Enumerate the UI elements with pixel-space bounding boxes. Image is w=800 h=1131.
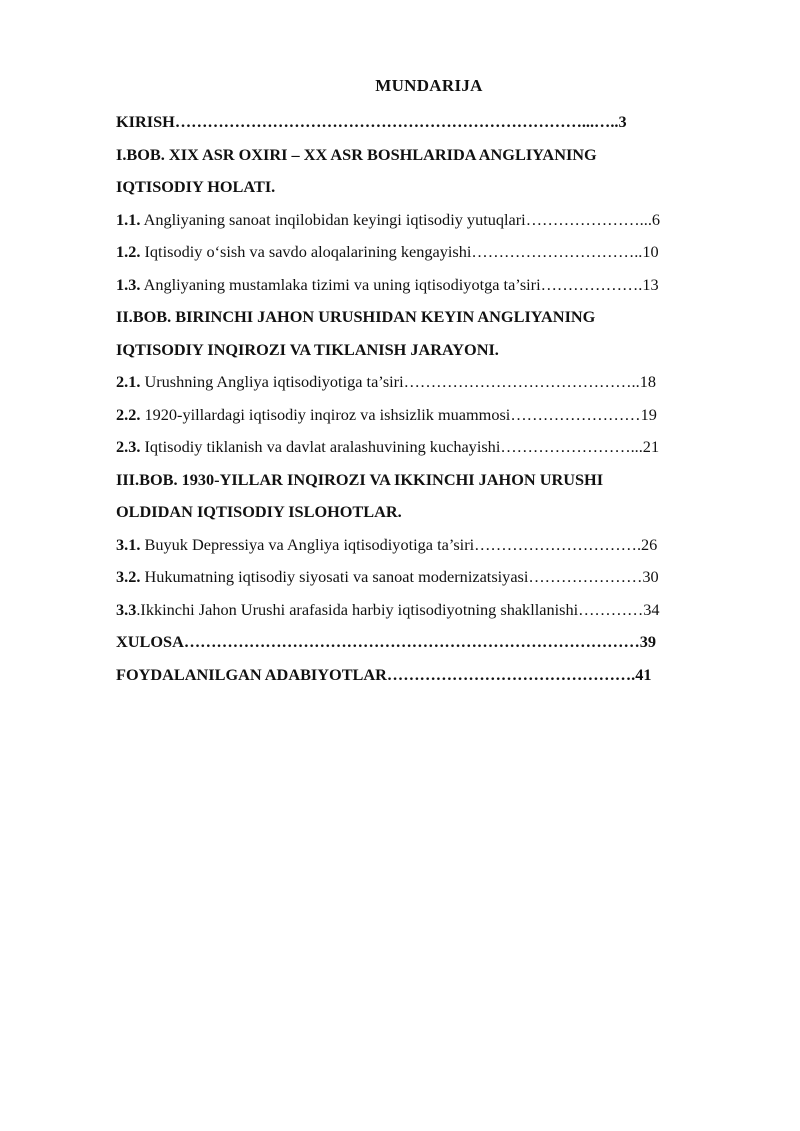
toc-entry-2-2: [116, 399, 742, 432]
toc-chapter-3-heading-line1: III.BOB. 1930-YILLAR INQIROZI VA IKKINCHI JAHON URUSHI: [116, 469, 604, 489]
toc-entry-text: Buyuk Depressiya va Angliya iqtisodiyotiga ta’siri………………………….26: [140, 534, 658, 554]
toc-entry-number: 3.3: [116, 599, 137, 619]
toc-entry-3-1: [116, 529, 742, 562]
toc-entry-text: 1920-yillardagi iqtisodiy inqiroz va ishsizlik muammosi……………………19: [140, 404, 657, 424]
toc-entry-number: 1.2.: [116, 242, 141, 261]
toc-entry-1-1: [116, 204, 742, 237]
toc-entry-1-2: [116, 236, 742, 269]
toc-entry-2-3: [116, 431, 742, 464]
toc-chapter-2-heading-line1: II.BOB. BIRINCHI JAHON URUSHIDAN KEYIN ANGLIYANING: [116, 307, 596, 326]
toc-entry-text: Iqtisodiy tiklanish va davlat aralashuvining kuchayishi……………………...21: [140, 437, 660, 456]
toc-chapter-1-heading-line2: IQTISODIY HOLATI.: [116, 177, 276, 196]
toc-entry-3-3: [116, 594, 742, 627]
toc-chapter-1-heading-line1: I.BOB. XIX ASR OXIRI – XX ASR BOSHLARIDA ANGLIYANING: [116, 144, 597, 164]
toc-entry-text: .Ikkinchi Jahon Urushi arafasida harbiy iqtisodiyotning shakllanishi…………34: [136, 599, 660, 619]
toc-entry-1-3: [116, 269, 742, 302]
toc-entry-3-2: [116, 561, 742, 594]
toc-chapter-3-heading-line2: OLDIDAN IQTISODIY ISLOHOTLAR.: [116, 502, 402, 521]
toc-entry-text: Angliyaning sanoat inqilobidan keyingi iqtisodiy yutuqlari…………………...6: [140, 209, 661, 229]
toc-entry-text: KIRISH…………………………………………………………………...…..3: [116, 112, 627, 131]
toc-entry-number: 1.1.: [116, 209, 141, 229]
table-of-contents: [116, 106, 742, 691]
toc-chapter-2-heading-line2: IQTISODIY INQIROZI VA TIKLANISH JARAYONI.: [116, 339, 499, 359]
toc-entry-adabiyotlar: [116, 659, 742, 692]
page-title: MUNDARIJA: [375, 76, 483, 95]
toc-entry-number: 3.1.: [116, 534, 141, 554]
toc-entry-kirish: [116, 106, 742, 139]
toc-entry-2-1: [116, 366, 742, 399]
toc-entry-xulosa: [116, 626, 742, 659]
toc-entry-number: 2.3.: [116, 437, 141, 456]
toc-entry-number: 2.1.: [116, 372, 141, 391]
toc-entry-text: Angliyaning mustamlaka tizimi va uning iqtisodiyotga ta’siri……………….13: [140, 274, 659, 294]
toc-entry-text: Hukumatning iqtisodiy siyosati va sanoat modernizatsiyasi…………………30: [140, 567, 659, 586]
toc-entry-number: 1.3.: [116, 274, 141, 294]
toc-entry-number: 2.2.: [116, 404, 141, 424]
toc-entry-text: FOYDALANILGAN ADABIYOTLAR……………………………………….41: [116, 664, 652, 684]
toc-entry-text: Iqtisodiy o‘sish va savdo aloqalarining kengayishi…………………………..10: [140, 242, 659, 261]
toc-entry-text: XULOSA…………………………………………………………………………39: [116, 632, 657, 651]
toc-entry-text: Urushning Angliya iqtisodiyotiga ta’siri……………………………………..18: [140, 372, 656, 391]
toc-entry-number: 3.2.: [116, 567, 141, 586]
